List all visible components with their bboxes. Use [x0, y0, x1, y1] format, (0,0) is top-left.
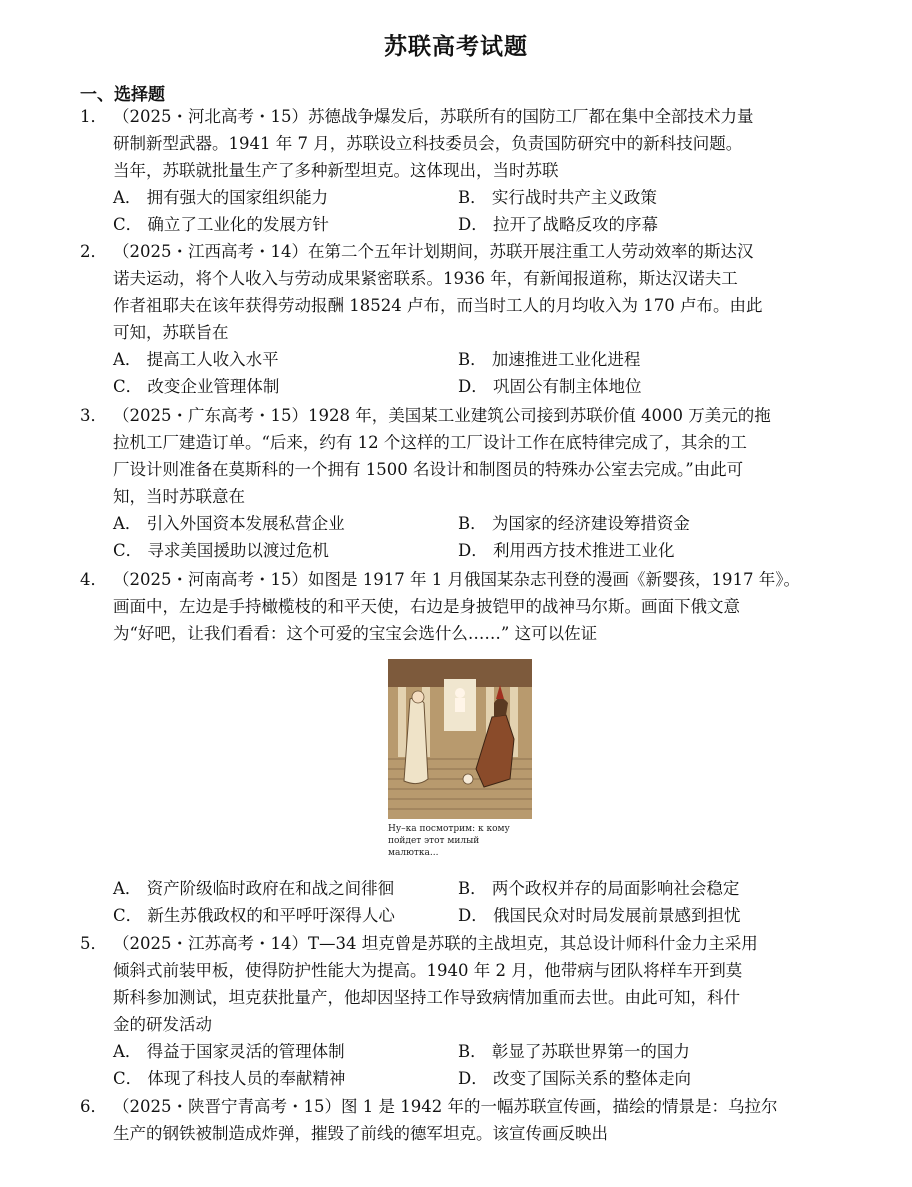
option-b[interactable]: B． 为国家的经济建设筹措资金	[458, 514, 690, 533]
question-line: 研制新型武器。1941 年 7 月，苏联设立科技委员会，负责国防研究中的新科技问题。	[113, 134, 743, 153]
options	[80, 510, 840, 564]
question-line: 拉机工厂建造订单。“后来，约有 12 个这样的工厂设计工作在底特律完成了，其余的工	[113, 433, 747, 452]
question-line: 斯科参加测试，坦克获批量产，他却因坚持工作导致病情加重而去世。由此可知，科什	[113, 988, 740, 1007]
question-line: （2025・江苏高考・14）T—34 坦克曾是苏联的主战坦克，其总设计师科什金力主采用	[113, 934, 758, 953]
question-line: 厂设计则准备在莫斯科的一个拥有 1500 名设计和制图员的特殊办公室去完成。”由此可	[113, 460, 744, 479]
option-c[interactable]: C． 体现了科技人员的奉献精神	[113, 1069, 346, 1088]
page-title: 苏联高考试题	[384, 34, 528, 60]
option-b[interactable]: B． 实行战时共产主义政策	[458, 188, 657, 207]
option-d[interactable]: D． 改变了国际关系的整体走向	[458, 1069, 691, 1088]
question-line: 为“好吧，让我们看看：这个可爱的宝宝会选什么……” 这可以佐证	[113, 624, 598, 643]
question-1	[80, 103, 840, 238]
question-line: 金的研发活动	[113, 1015, 212, 1034]
option-a[interactable]: A． 得益于国家灵活的管理体制	[113, 1042, 345, 1061]
option-c[interactable]: C． 新生苏俄政权的和平呼吁深得人心	[113, 906, 395, 925]
question-line: （2025・江西高考・14）在第二个五年计划期间，苏联开展注重工人劳动效率的斯达汉	[113, 242, 754, 261]
option-c[interactable]: C． 确立了工业化的发展方针	[113, 215, 329, 234]
option-d[interactable]: D． 利用西方技术推进工业化	[458, 541, 675, 560]
question-2	[80, 238, 840, 400]
cartoon-image	[388, 659, 532, 819]
question-line: （2025・陕晋宁青高考・15）图 1 是 1942 年的一幅苏联宣传画，描绘的情景是：乌拉尔	[113, 1097, 778, 1116]
option-a[interactable]: A． 资产阶级临时政府在和战之间徘徊	[113, 879, 395, 898]
question-number: 5．	[80, 934, 107, 953]
option-a[interactable]: A． 提高工人收入水平	[113, 350, 279, 369]
caption-line: Ну–ка посмотрим: к кому	[388, 824, 510, 834]
caption-line: пойдет этот милый малютка...	[388, 836, 480, 858]
question-line: （2025・广东高考・15）1928 年，美国某工业建筑公司接到苏联价值 4000 万美元的拖	[113, 406, 771, 425]
cartoon-caption	[388, 823, 532, 859]
question-line: 知，当时苏联意在	[113, 487, 245, 506]
question-number: 1．	[80, 107, 107, 126]
option-d[interactable]: D． 俄国民众对时局发展前景感到担忧	[458, 906, 741, 925]
question-line: （2025・河南高考・15）如图是 1917 年 1 月俄国某杂志刊登的漫画《新婴孩，1917 年》。	[113, 570, 800, 589]
question-5	[80, 930, 840, 1092]
question-3	[80, 402, 840, 564]
question-line: 画面中，左边是手持橄榄枝的和平天使，右边是身披铠甲的战神马尔斯。画面下俄文意	[113, 597, 740, 616]
option-a[interactable]: A． 拥有强大的国家组织能力	[113, 188, 329, 207]
question-line: （2025・河北高考・15）苏德战争爆发后，苏联所有的国防工厂都在集中全部技术力量	[113, 107, 754, 126]
options	[80, 346, 840, 400]
option-b[interactable]: B． 彰显了苏联世界第一的国力	[458, 1042, 690, 1061]
option-c[interactable]: C． 寻求美国援助以渡过危机	[113, 541, 329, 560]
options	[80, 1038, 840, 1092]
question-line: 当年，苏联就批量生产了多种新型坦克。这体现出，当时苏联	[113, 161, 559, 180]
option-a[interactable]: A． 引入外国资本发展私营企业	[113, 514, 345, 533]
options	[80, 184, 840, 238]
option-b[interactable]: B． 两个政权并存的局面影响社会稳定	[458, 879, 740, 898]
option-b[interactable]: B． 加速推进工业化进程	[458, 350, 641, 369]
question-line: 诺夫运动，将个人收入与劳动成果紧密联系。1936 年，有新闻报道称，斯达汉诺夫工	[113, 269, 738, 288]
option-c[interactable]: C． 改变企业管理体制	[113, 377, 280, 396]
question-number: 6．	[80, 1097, 107, 1116]
option-d[interactable]: D． 巩固公有制主体地位	[458, 377, 642, 396]
section-heading: 一、选择题	[80, 85, 165, 105]
question-4	[80, 566, 840, 929]
question-line: 作者祖耶夫在该年获得劳动报酬 18524 卢布，而当时工人的月均收入为 170 卢布。由此	[113, 296, 763, 315]
question-number: 3．	[80, 406, 107, 425]
question-6	[80, 1093, 840, 1147]
options	[80, 875, 840, 929]
question-line: 倾斜式前装甲板，使得防护性能大为提高。1940 年 2 月，他带病与团队将样车开到莫	[113, 961, 743, 980]
question-number: 2．	[80, 242, 107, 261]
option-d[interactable]: D． 拉开了战略反攻的序幕	[458, 215, 658, 234]
question-line: 生产的钢铁被制造成炸弹，摧毁了前线的德军坦克。该宣传画反映出	[113, 1124, 608, 1143]
question-line: 可知，苏联旨在	[113, 323, 229, 342]
cartoon-figure	[80, 659, 840, 859]
question-number: 4．	[80, 570, 107, 589]
